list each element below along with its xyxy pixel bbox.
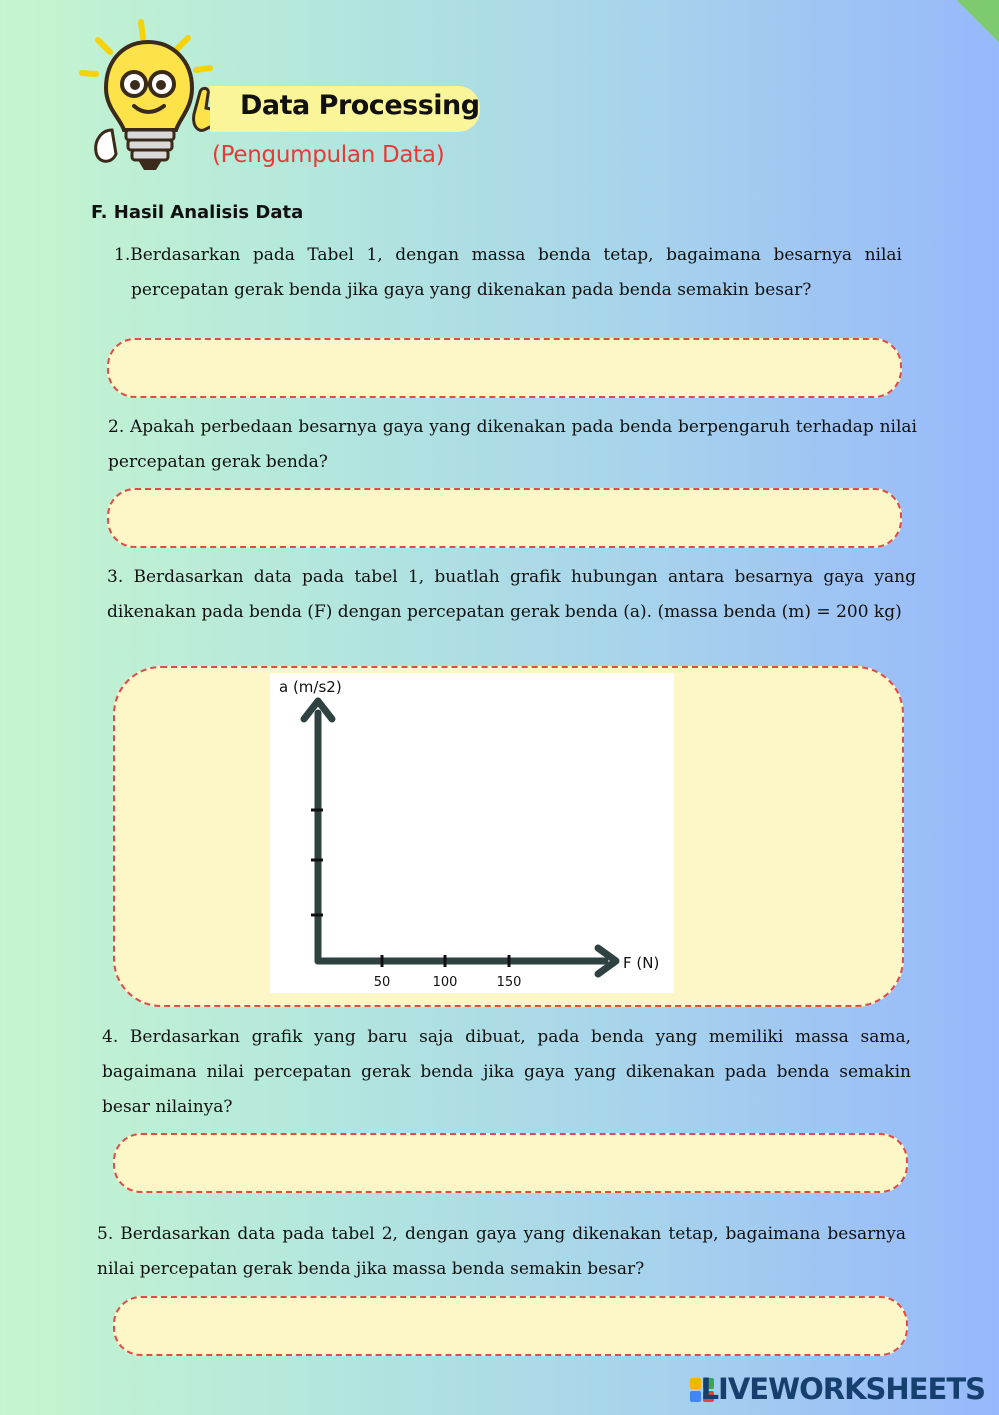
answer-box-5[interactable] (113, 1296, 908, 1356)
x-tick-label: 50 (373, 975, 391, 990)
x-tick-label: 150 (496, 975, 522, 990)
y-axis-label: a (m/s2) (279, 678, 342, 696)
question-1-text: 1.Berdasarkan pada Tabel 1, dengan massa benda tetap, bagaimana besarnya nilai percepatan gerak benda jika gaya yang dikenakan pada benda semakin besar? (114, 245, 902, 300)
x-axis-label: F (N) (623, 954, 660, 972)
question-5-text: 5. Berdasarkan data pada tabel 2, dengan gaya yang dikenakan tetap, bagaimana besarnya nilai percepatan gerak benda jika massa benda semakin besar? (97, 1224, 906, 1279)
answer-box-4[interactable] (113, 1133, 908, 1193)
answer-box-1[interactable] (107, 338, 902, 398)
question-4-text: 4. Berdasarkan grafik yang baru saja dibuat, pada benda yang memiliki massa sama, bagaimana nilai percepatan gerak benda jika gaya yang dikenakan pada benda semakin besar nilainya? (102, 1027, 911, 1117)
page-title: Data Processing (240, 90, 480, 121)
x-tick-label: 100 (432, 975, 458, 990)
graph-axes (270, 673, 674, 993)
page-subtitle: (Pengumpulan Data) (212, 142, 445, 168)
lightbulb-mascot-icon (76, 18, 226, 178)
answer-box-2[interactable] (107, 488, 902, 548)
section-heading: F. Hasil Analisis Data (91, 202, 304, 223)
liveworksheets-brand[interactable]: LIVEWORKSHEETS (700, 1372, 985, 1406)
question-2-text: 2. Apakah perbedaan besarnya gaya yang dikenakan pada benda berpengaruh terhadap nilai percepatan gerak benda? (108, 417, 917, 472)
corner-decoration (957, 0, 999, 42)
question-3-text: 3. Berdasarkan data pada tabel 1, buatlah grafik hubungan antara besarnya gaya yang dikenakan pada benda (F) dengan percepatan gerak benda (a). (massa benda (m) = 200 kg) (107, 567, 916, 622)
graph-panel[interactable] (270, 673, 674, 993)
